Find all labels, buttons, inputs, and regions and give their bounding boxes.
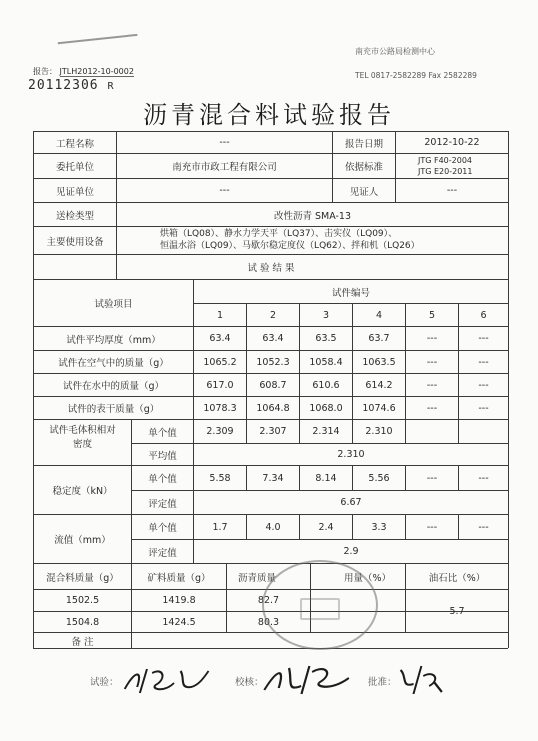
flow-evaluation-value: 2.9 bbox=[343, 546, 359, 557]
ssd-mass-cell-6: --- bbox=[478, 402, 489, 414]
flow-single-label: 单个值 bbox=[148, 523, 177, 534]
mix-row1-mix: 1502.5 bbox=[65, 595, 100, 606]
bulk-density-label-line-1: 试件毛体积相对 bbox=[49, 425, 116, 436]
air-mass-cell-1: 1065.2 bbox=[203, 356, 237, 368]
stamp-suffix: R bbox=[107, 81, 115, 92]
project-label: 工程名称 bbox=[55, 138, 94, 150]
equipment-value bbox=[160, 228, 420, 252]
asphalt-content-header: 用量（%） bbox=[343, 572, 392, 584]
ssd-mass-cell-2: 1064.8 bbox=[256, 402, 290, 414]
stability-evaluation-value: 6.67 bbox=[340, 497, 362, 508]
air-mass-cell-3: 1058.4 bbox=[309, 356, 343, 368]
bulk-average-value: 2.310 bbox=[337, 449, 365, 460]
specimen-number-2: 2 bbox=[269, 309, 277, 321]
bulk-density-cell-4: 2.310 bbox=[365, 426, 393, 437]
ssd-mass-label: 试件的表干质量（g） bbox=[67, 404, 160, 415]
flow-cell-5: --- bbox=[426, 521, 438, 533]
report-date-label: 报告日期 bbox=[344, 138, 383, 150]
bulk-single-label: 单个值 bbox=[148, 427, 177, 439]
stability-cell-4: 5.56 bbox=[368, 472, 390, 484]
oil-stone-ratio-value: 5.7 bbox=[449, 605, 465, 617]
witness-label: 见证人 bbox=[349, 186, 379, 198]
stability-cell-3: 8.14 bbox=[315, 472, 337, 484]
mix-mass-header: 混合料质量（g） bbox=[46, 572, 119, 584]
stamp-number: 20112306 bbox=[28, 78, 99, 93]
client-value: 南充市市政工程有限公司 bbox=[172, 162, 277, 173]
water-mass-cell-6: --- bbox=[478, 379, 489, 391]
sample-type-value: 改性沥青 SMA-13 bbox=[273, 210, 352, 222]
remarks-label: 备 注 bbox=[71, 636, 94, 648]
standard-label: 依据标准 bbox=[344, 162, 383, 173]
mix-row2-asphalt: 80.3 bbox=[257, 616, 280, 628]
flow-cell-1: 1.7 bbox=[212, 521, 228, 533]
mineral-mass-header: 矿料质量（g） bbox=[147, 572, 211, 584]
bulk-density-cell-2: 2.307 bbox=[259, 426, 287, 437]
ssd-mass-cell-4: 1074.6 bbox=[362, 402, 396, 414]
equipment-label: 主要使用设备 bbox=[46, 236, 104, 248]
water-mass-label: 试件在水中的质量（g） bbox=[62, 381, 165, 392]
flow-cell-6: --- bbox=[478, 521, 489, 533]
thickness-cell-5: --- bbox=[426, 333, 438, 344]
sample-type-label: 送检类型 bbox=[55, 210, 94, 222]
flow-cell-4: 3.3 bbox=[371, 521, 387, 533]
air-mass-cell-5: --- bbox=[426, 356, 438, 368]
water-mass-cell-4: 614.2 bbox=[365, 379, 393, 391]
specimen-number-3: 3 bbox=[322, 309, 330, 321]
col-divider bbox=[131, 632, 132, 648]
report-number bbox=[33, 66, 134, 77]
flow-evaluation-label: 评定值 bbox=[148, 547, 177, 559]
specimen-number-1: 1 bbox=[216, 309, 224, 321]
client-label: 委托单位 bbox=[55, 162, 94, 173]
air-mass-cell-2: 1052.3 bbox=[256, 356, 290, 368]
mix-row2-mix: 1504.8 bbox=[65, 616, 100, 628]
ssd-mass-cell-1: 1078.3 bbox=[203, 402, 237, 414]
official-seal-inner bbox=[300, 598, 340, 620]
oil-stone-ratio-header: 油石比（%） bbox=[428, 572, 486, 584]
equipment-line-2: 恒温水浴（LQ09）、马歇尔稳定度仪（LQ62）、拌和机（LQ26） bbox=[160, 241, 420, 251]
witness-value: --- bbox=[446, 185, 458, 196]
water-mass-cell-5: --- bbox=[426, 379, 438, 391]
asphalt-mass-header: 沥青质量 bbox=[237, 572, 276, 584]
table-border-bottom bbox=[33, 648, 508, 649]
water-mass-cell-1: 617.0 bbox=[206, 379, 234, 391]
bulk-density-cell-6 bbox=[459, 420, 508, 443]
tester-label: 试验： bbox=[90, 677, 119, 688]
header-scribble bbox=[58, 34, 139, 52]
checker-signature bbox=[257, 660, 358, 704]
ssd-mass-cell-5: --- bbox=[426, 402, 438, 414]
number-stamp bbox=[28, 78, 114, 93]
air-mass-cell-4: 1063.5 bbox=[362, 356, 396, 368]
stability-cell-2: 7.34 bbox=[262, 472, 284, 484]
report-number-value: JTLH2012-10-0002 bbox=[59, 67, 134, 76]
specimen-number-5: 5 bbox=[428, 309, 436, 321]
thickness-cell-3: 63.5 bbox=[315, 333, 337, 344]
witness-unit-value: --- bbox=[219, 185, 230, 196]
stability-evaluation-label: 评定值 bbox=[148, 498, 177, 510]
tester-signature bbox=[118, 663, 215, 703]
report-title: 沥青混合料试验报告 bbox=[143, 101, 395, 129]
approver-signature bbox=[388, 662, 453, 702]
lab-name: 南充市公路局检测中心 bbox=[355, 47, 435, 56]
mix-row2-mineral: 1424.5 bbox=[162, 616, 196, 628]
stability-single-label: 单个值 bbox=[148, 474, 177, 485]
standard-values bbox=[418, 155, 472, 177]
mix-row1-asphalt: 82.7 bbox=[257, 595, 280, 606]
flow-cell-3: 2.4 bbox=[318, 521, 334, 533]
report-number-label: 报告： bbox=[33, 67, 57, 76]
air-mass-cell-6: --- bbox=[478, 356, 489, 368]
stability-label: 稳定度（kN） bbox=[52, 486, 113, 497]
specimen-number-6: 6 bbox=[480, 309, 487, 321]
project-value: --- bbox=[219, 137, 230, 148]
flow-label: 流值（mm） bbox=[54, 535, 111, 546]
mix-row1-mineral: 1419.8 bbox=[162, 595, 196, 606]
bulk-density-label bbox=[34, 424, 131, 452]
standard-value-2: JTG E20-2011 bbox=[418, 167, 473, 176]
report-date-value: 2012-10-22 bbox=[424, 137, 480, 148]
table-border-right bbox=[508, 131, 509, 648]
stability-cell-6: --- bbox=[478, 472, 489, 484]
stability-cell-5: --- bbox=[426, 472, 438, 484]
checker-label: 校核： bbox=[235, 677, 264, 688]
thickness-label: 试件平均厚度（mm） bbox=[66, 334, 161, 346]
specimen-number-4: 4 bbox=[375, 309, 383, 321]
equipment-line-1: 烘箱（LQ08）、静水力学天平（LQ37）、击实仪（LQ09）、 bbox=[160, 229, 398, 239]
bulk-density-cell-3: 2.314 bbox=[312, 426, 340, 437]
results-section-title: 试 验 结 果 bbox=[247, 263, 295, 274]
bulk-average-label: 平均值 bbox=[148, 450, 177, 462]
flow-cell-2: 4.0 bbox=[265, 521, 281, 533]
approver-label: 批准： bbox=[368, 677, 397, 688]
standard-value-1: JTG F40-2004 bbox=[418, 156, 473, 165]
specimen-no-label: 试件编号 bbox=[331, 287, 370, 299]
thickness-cell-2: 63.4 bbox=[262, 333, 284, 344]
lab-contact: TEL 0817-2582289 Fax 2582289 bbox=[355, 71, 477, 80]
bulk-density-cell-1: 2.309 bbox=[206, 426, 234, 437]
air-mass-label: 试件在空气中的质量（g） bbox=[58, 358, 169, 369]
water-mass-cell-2: 608.7 bbox=[259, 379, 287, 391]
water-mass-cell-3: 610.6 bbox=[312, 379, 340, 391]
thickness-cell-6: --- bbox=[478, 333, 489, 344]
stability-cell-1: 5.58 bbox=[209, 472, 231, 484]
test-item-label: 试验项目 bbox=[94, 299, 133, 310]
ssd-mass-cell-3: 1068.0 bbox=[309, 402, 343, 414]
bulk-density-cell-5 bbox=[406, 420, 458, 443]
witness-unit-label: 见证单位 bbox=[55, 186, 94, 198]
thickness-cell-4: 63.7 bbox=[368, 333, 390, 344]
lab-info bbox=[355, 46, 477, 80]
thickness-cell-1: 63.4 bbox=[209, 333, 231, 344]
bulk-density-label-line-2: 密度 bbox=[72, 439, 92, 450]
